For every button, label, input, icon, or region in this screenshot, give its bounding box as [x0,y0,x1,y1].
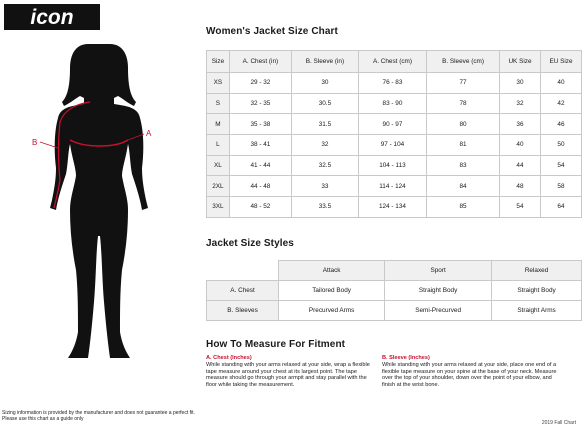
chest-in-cell: 32 - 35 [229,93,291,114]
size-cell: XL [207,155,230,176]
header-sleeve-in: B. Sleeve (in) [291,51,358,73]
styles-header-row [207,261,582,281]
sleeve-cm-cell: 85 [427,197,500,218]
table-row [207,176,582,197]
header-uk-size: UK Size [500,51,541,73]
sleeve-cm-cell: 83 [427,155,500,176]
chest-in-cell: 48 - 52 [229,197,291,218]
sleeve-in-cell: 30.5 [291,93,358,114]
attack-cell: Precurved Arms [279,301,385,321]
table-row [207,281,582,301]
disclaimer-line-2: Please use this chart as a guide only [2,416,84,423]
uk-size-cell: 48 [500,176,541,197]
eu-size-cell: 58 [540,176,581,197]
header-sleeve-cm: B. Sleeve (cm) [427,51,500,73]
sleeve-in-cell: 32.5 [291,155,358,176]
brand-logo [4,4,100,30]
styles-header-blank [207,261,279,281]
size-cell: 2XL [207,176,230,197]
chest-cm-cell: 104 - 113 [358,155,426,176]
eu-size-cell: 46 [540,114,581,135]
body-silhouette [10,40,190,365]
chest-in-cell: 35 - 38 [229,114,291,135]
eu-size-cell: 54 [540,155,581,176]
table-row [207,73,582,94]
uk-size-cell: 32 [500,93,541,114]
header-relaxed: Relaxed [492,261,582,281]
sleeve-cm-cell: 84 [427,176,500,197]
chest-instructions-label: A. Chest (Inches) [206,355,252,361]
sleeve-in-cell: 32 [291,135,358,156]
label-b: B [32,138,38,147]
relaxed-cell: Straight Arms [492,301,582,321]
sport-cell: Semi-Precurved [385,301,492,321]
size-chart-header-row [207,51,582,73]
eu-size-cell: 50 [540,135,581,156]
sleeve-cm-cell: 80 [427,114,500,135]
sport-cell: Straight Body [385,281,492,301]
sleeve-instructions [382,355,564,389]
size-chart-table [206,50,582,218]
label-a: A [146,129,152,138]
uk-size-cell: 36 [500,114,541,135]
sleeve-in-cell: 33.5 [291,197,358,218]
eu-size-cell: 42 [540,93,581,114]
attack-cell: Tailored Body [279,281,385,301]
chest-cm-cell: 83 - 90 [358,93,426,114]
table-row [207,301,582,321]
chest-cm-cell: 76 - 83 [358,73,426,94]
chest-in-cell: 38 - 41 [229,135,291,156]
chest-instructions [206,355,376,389]
table-row [207,114,582,135]
uk-size-cell: 40 [500,135,541,156]
table-row [207,93,582,114]
sleeve-cm-cell: 77 [427,73,500,94]
chest-in-cell: 29 - 32 [229,73,291,94]
eu-size-cell: 64 [540,197,581,218]
header-chest-cm: A. Chest (cm) [358,51,426,73]
header-size: Size [207,51,230,73]
header-sport: Sport [385,261,492,281]
chest-in-cell: 44 - 48 [229,176,291,197]
header-chest-in: A. Chest (in) [229,51,291,73]
size-cell: M [207,114,230,135]
logo-text: icon [30,6,74,29]
sleeve-in-cell: 30 [291,73,358,94]
size-cell: S [207,93,230,114]
sleeve-in-cell: 31.5 [291,114,358,135]
header-attack: Attack [279,261,385,281]
sleeve-cm-cell: 78 [427,93,500,114]
styles-title: Jacket Size Styles [206,238,294,249]
size-cell: L [207,135,230,156]
chest-cm-cell: 114 - 124 [358,176,426,197]
sleeve-instructions-text: While standing with your arms relaxed at your side, place one end of a flexible tape measure on your spine at the base of your neck. Measure over the top of your shoulder, down over the point of your elbow, and finish at the wrist bone. [382,361,557,389]
measure-title: How To Measure For Fitment [206,339,346,350]
chest-in-cell: 41 - 44 [229,155,291,176]
relaxed-cell: Straight Body [492,281,582,301]
chest-cm-cell: 124 - 134 [358,197,426,218]
table-row [207,155,582,176]
disclaimer-line-1: Sizing information is provided by the manufacturer and does not guarantee a perfect fit. [2,410,195,416]
chest-cm-cell: 90 - 97 [358,114,426,135]
sleeve-cm-cell: 81 [427,135,500,156]
chart-edition: 2019 Fall Chart [541,420,576,426]
styles-table [206,260,582,321]
table-row [207,197,582,218]
sleeve-instructions-label: B. Sleeve (Inches) [382,355,430,361]
chest-instructions-text: While standing with your arms relaxed at your side, wrap a flexible tape measure around your chest at its largest point. The tape measure should go through your armpit and stay parallel with the floor while taking the measurement. [206,361,370,389]
size-cell: 3XL [207,197,230,218]
size-cell: XS [207,73,230,94]
sleeve-in-cell: 33 [291,176,358,197]
uk-size-cell: 30 [500,73,541,94]
style-row-label: B. Sleeves [207,301,279,321]
uk-size-cell: 44 [500,155,541,176]
table-row [207,135,582,156]
style-row-label: A. Chest [207,281,279,301]
uk-size-cell: 54 [500,197,541,218]
disclaimer [2,410,195,423]
chest-cm-cell: 97 - 104 [358,135,426,156]
size-chart-title: Women's Jacket Size Chart [206,26,338,37]
header-eu-size: EU Size [540,51,581,73]
eu-size-cell: 40 [540,73,581,94]
